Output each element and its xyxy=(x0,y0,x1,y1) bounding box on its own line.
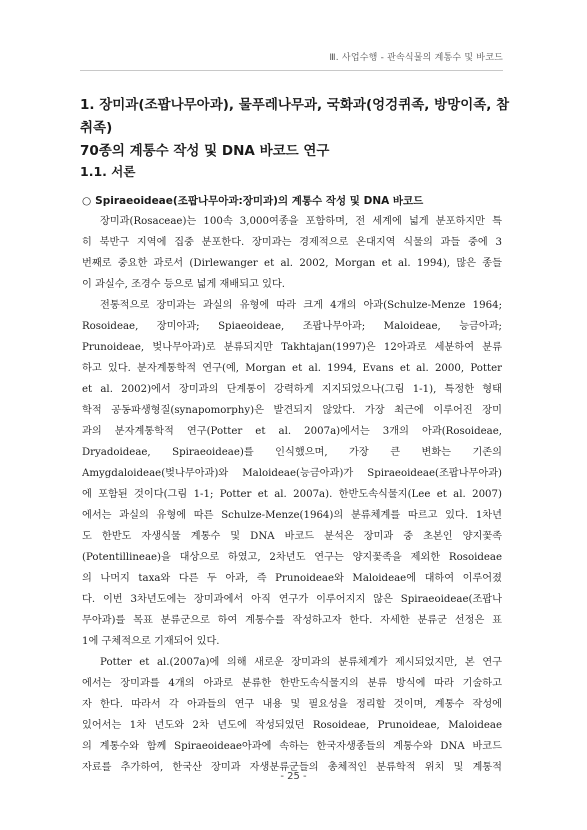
body-line: Potter et al.(2007a)에 의해 새로운 장미과의 분류체계가 제시되었지만, 본 연구 xyxy=(100,657,502,668)
body-line: 1에 구체적으로 기재되어 있다. xyxy=(82,636,220,647)
body-line: 장미과(Rosaceae)는 100속 3,000여종을 포함하며, 전 세계에 넓게 분포하지만 특 xyxy=(100,216,502,227)
body-line: Prunoideae, 벚나무아과)로 분류되지만 Takhtajan(1997)은 12아과로 세분하여 분류 xyxy=(82,342,502,353)
body-line: et al. 2002)에서 장미과의 단계통이 강력하게 지지되었으나(그림 1-1), 특정한 형태 xyxy=(82,384,502,395)
body-text xyxy=(82,211,502,778)
body-line: 도 한반도 자생식물 계통수 및 DNA 바코드 분석은 장미과 중 초본인 양지꽃족 xyxy=(82,531,502,542)
chapter-title-line-2: 70종의 계통수 작성 및 DNA 바코드 연구 xyxy=(80,143,330,159)
body-line: 있어서는 1차 년도와 2차 년도에 작성되었던 Rosoideae, Prunoideae, Maloideae xyxy=(82,720,502,731)
body-line: 의 계통수와 함께 Spiraeoideae아과에 속하는 한국자생종들의 계통수와 DNA 바코드 xyxy=(82,741,502,752)
body-line: 무아과)를 목표 분류군으로 하여 계통수를 작성하고자 한다. 자세한 분류군 선정은 표 xyxy=(82,615,502,626)
body-line: 다. 이번 3차년도에는 장미과에서 아직 연구가 이루어지지 않은 Spiraeoideae(조팝나 xyxy=(82,594,502,605)
body-line: Dryadoideae, Spiraeoideae)를 인식했으며, 가장 큰 변화는 기존의 xyxy=(82,447,502,458)
body-line: Amygdaloideae(벚나무아과)와 Maloideae(능금아과)가 Spiraeoideae(조팝나무아과) xyxy=(82,468,502,479)
body-line: Rosoideae, 장미아과; Spiaeoideae, 조팝나무아과; Maloideae, 능금아과; xyxy=(82,321,502,332)
body-line: 이 과실수, 조경수 등으로 넓게 재배되고 있다. xyxy=(82,279,286,290)
running-header: Ⅲ. 사업수행 - 관속식물의 계통수 및 바코드 xyxy=(329,53,503,63)
body-line: 에서는 장미과를 4개의 아과로 분류한 한반도속식물지의 분류 방식에 따라 기술하고 xyxy=(82,678,502,689)
body-line: 자료를 추가하여, 한국산 장미과 자생분류군들의 총체적인 분류학적 위치 및 계통적 xyxy=(82,762,502,773)
circle-bullet-icon: ○ xyxy=(82,195,92,207)
body-line: 자 한다. 따라서 각 아과들의 연구 내용 및 필요성을 정리할 것이며, 계통수 작성에 xyxy=(82,699,502,710)
body-line: 전통적으로 장미과는 과실의 유형에 따라 크게 4개의 아과(Schulze-Menze 1964; xyxy=(100,300,502,311)
chapter-title xyxy=(80,94,510,163)
body-line: (Potentillineae)을 대상으로 하였고, 2차년도 연구는 양지꽃족을 제외한 Rosoideae xyxy=(82,552,502,563)
section-heading: 1.1. 서론 xyxy=(80,164,136,179)
subsection-heading xyxy=(82,193,423,208)
body-line: 과의 분자계통학적 연구(Potter et al. 2007a)에서는 3개의 아과(Rosoideae, xyxy=(82,426,502,437)
body-line: 에 포함된 것이다(그림 1-1; Potter et al. 2007a). 한반도속식물지(Lee et al. 2007) xyxy=(82,489,502,500)
page-number: - 25 - xyxy=(280,771,307,782)
chapter-title-line-1: 1. 장미과(조팝나무아과), 물푸레나무과, 국화과(엉겅퀴족, 방망이족, 참취족) xyxy=(80,97,510,136)
body-line: 학적 공동파생형질(synapomorphy)은 발견되지 않았다. 가장 최근에 이루어진 장미 xyxy=(82,405,502,416)
subsection-heading-text: Spiraeoideae(조팝나무아과:장미과)의 계통수 작성 및 DNA 바코드 xyxy=(95,195,424,207)
body-line: 의 나머지 taxa와 다른 두 아과, 즉 Prunoideae와 Maloideae에 대하여 이루어졌 xyxy=(82,573,502,584)
body-line: 히 북반구 지역에 집중 분포한다. 장미과는 경제적으로 온대지역 식물의 과들 중에 3 xyxy=(82,237,502,248)
body-line: 하고 있다. 분자계통학적 연구(예, Morgan et al. 1994, Evans et al. 2000, Potter xyxy=(82,363,502,374)
header-divider xyxy=(80,70,503,71)
body-line: 번째로 중요한 과로서 (Dirlewanger et al. 2002, Morgan et al. 1994), 많은 종들 xyxy=(82,258,502,269)
body-line: 에서는 과실의 유형에 따른 Schulze-Menze(1964)의 분류체계를 따르고 있다. 1차년 xyxy=(82,510,502,521)
